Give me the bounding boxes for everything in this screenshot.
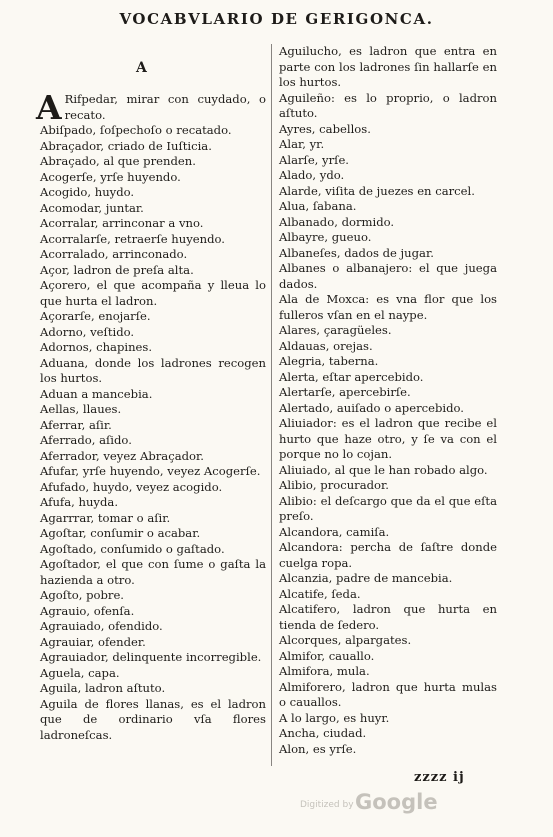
dictionary-entry: Acorralarſe, retraerſe huyendo. <box>40 231 225 246</box>
dictionary-entry: Almiforero, ladron que hurta mulas o cauallos. <box>279 679 497 709</box>
dictionary-entry: ARifpedar, mirar con cuydado, o recato. <box>36 88 266 127</box>
dictionary-entry: Açorero, el que acompaña y lleua lo que hurta el ladron. <box>40 278 266 308</box>
dictionary-entry: Alcandora, camiſa. <box>279 524 390 539</box>
page-title: VOCABVLARIO DE GERIGONCA. <box>119 10 434 28</box>
dictionary-entry: Albaneſes, dados de jugar. <box>279 245 434 260</box>
dictionary-entry: Abraçador, criado de Iuſticia. <box>40 138 212 153</box>
column-right <box>279 44 497 757</box>
section-letter: A <box>136 60 147 76</box>
dictionary-entry: Agoſtar, conſumir o acabar. <box>40 526 201 540</box>
dictionary-entry: Agrauiar, ofender. <box>40 634 146 649</box>
dictionary-entry: Aduana, donde los ladrones recogen los hurtos. <box>40 355 266 385</box>
dictionary-entry: Alerta, eſtar apercebido. <box>279 369 424 384</box>
dictionary-entry: Alertarſe, apercebirſe. <box>279 385 411 399</box>
dictionary-entry: Alcatife, ſeda. <box>279 586 361 601</box>
dictionary-entry: Agoſto, pobre. <box>40 588 124 602</box>
dictionary-entry: Abraçado, al que prenden. <box>40 154 196 168</box>
dictionary-entry: Albayre, gueuo. <box>279 230 372 244</box>
dictionary-entry: Agrauio, ofenſa. <box>40 603 135 618</box>
dictionary-entry: Aferrado, aſido. <box>40 433 132 447</box>
column-divider <box>271 44 272 766</box>
page-signature: zzzz ij <box>414 770 465 785</box>
dictionary-entry: Aguela, capa. <box>40 665 120 680</box>
dictionary-entry: Açorarſe, enojarſe. <box>40 309 151 323</box>
dictionary-entry: Almifora, mula. <box>279 664 370 678</box>
dictionary-entry: Acogido, huydo. <box>40 185 135 199</box>
watermark-brand: Google <box>355 790 438 814</box>
dictionary-entry: Aliuiador: es el ladron que recibe el hurto que haze otro, y ſe va con el porque no lo cojan. <box>279 416 497 461</box>
dictionary-entry: Aferrar, aſir. <box>40 417 112 432</box>
dictionary-entry: Agrauiado, ofendido. <box>40 619 163 633</box>
dictionary-entry: Alcanzia, padre de mancebia. <box>279 571 453 585</box>
dictionary-entry: Alua, ſabana. <box>279 199 357 213</box>
dictionary-entry: Alado, ydo. <box>279 168 345 182</box>
column-left <box>36 88 266 743</box>
dictionary-entry: Aguileño: es lo proprio, o ladron aſtuto. <box>279 90 497 120</box>
dictionary-entry: Afufa, huyda. <box>40 495 119 509</box>
dictionary-entry: Acorralado, arrinconado. <box>40 247 188 261</box>
dictionary-entry: Alcorques, alpargates. <box>279 633 412 647</box>
dictionary-entry: Aduan a mancebia. <box>40 386 153 401</box>
dictionary-entry: Agoſtador, el que con ſume o gaſta la hazienda a otro. <box>40 557 266 587</box>
dictionary-entry: Aellas, llaues. <box>40 402 122 416</box>
dictionary-entry: Adornos, chapines. <box>40 340 153 354</box>
dictionary-entry: Alcandora: percha de ſaſtre donde cuelga ropa. <box>279 540 497 570</box>
dictionary-entry: Agarrrar, tomar o aſir. <box>40 510 171 525</box>
dictionary-entry: Acorralar, arrinconar a vno. <box>40 216 204 230</box>
dictionary-entry: Aliuiado, al que le han robado algo. <box>279 462 488 477</box>
dictionary-entry: A lo largo, es huyr. <box>279 710 390 725</box>
dictionary-entry: Acomodar, juntar. <box>40 200 144 215</box>
dictionary-entry: Albanes o albanajero: el que juega dados. <box>279 261 497 291</box>
dictionary-entry: Aguilucho, es ladron que entra en parte con los ladrones ſin hallarſe en los hurtos. <box>279 44 497 89</box>
dictionary-entry: Alegria, taberna. <box>279 354 379 368</box>
dictionary-entry: Alares, çaragüeles. <box>279 323 392 337</box>
dictionary-entry: Alarde, viſita de juezes en carcel. <box>279 183 475 198</box>
dictionary-entry: Agoſtado, conſumido o gaſtado. <box>40 541 225 556</box>
dictionary-entry: Alarſe, yrſe. <box>279 152 349 167</box>
dictionary-entry: Alibio: el deſcargo que da el que eſta preſo. <box>279 493 497 523</box>
dictionary-entry: Aguila de flores llanas, es el ladron que de ordinario vſa flores ladroneſcas. <box>40 696 266 742</box>
dictionary-entry: Albanado, dormido. <box>279 214 395 229</box>
dictionary-entry: Ala de Moxca: es vna flor que los fulleros vſan en el naype. <box>279 292 497 322</box>
dictionary-entry: Ancha, ciudad. <box>279 726 367 740</box>
dictionary-entry: Alcatifero, ladron que hurta en tienda de ſedero. <box>279 602 497 632</box>
watermark-prefix: Digitized by <box>300 800 354 810</box>
dictionary-entry: Aguila, ladron aſtuto. <box>40 681 166 695</box>
dictionary-entry: Alar, yr. <box>279 137 325 151</box>
dictionary-entry: Acogerſe, yrſe huyendo. <box>40 169 181 184</box>
dictionary-entry: Alertado, auiſado o apercebido. <box>279 400 464 415</box>
dictionary-entry: Abiſpado, ſoſpechoſo o recatado. <box>40 123 232 137</box>
dictionary-entry: Aldauas, orejas. <box>279 338 373 353</box>
dictionary-entry: Açor, ladron de preſa alta. <box>40 262 194 277</box>
dictionary-entry: Aferrador, veyez Abraçador. <box>40 448 204 463</box>
dictionary-entry: Adorno, veſtido. <box>40 324 135 339</box>
dictionary-entry: Alon, es yrſe. <box>279 741 357 756</box>
dictionary-entry: Agrauiador, delinquente incorregible. <box>40 650 262 664</box>
dictionary-entry: Afufado, huydo, veyez acogido. <box>40 479 223 494</box>
dictionary-entry: Ayres, cabellos. <box>279 121 371 136</box>
dictionary-entry: Afufar, yrſe huyendo, veyez Acogerſe. <box>40 464 261 478</box>
dictionary-entry: Almifor, cauallo. <box>279 648 375 663</box>
dictionary-entry: Alibio, procurador. <box>279 478 389 492</box>
